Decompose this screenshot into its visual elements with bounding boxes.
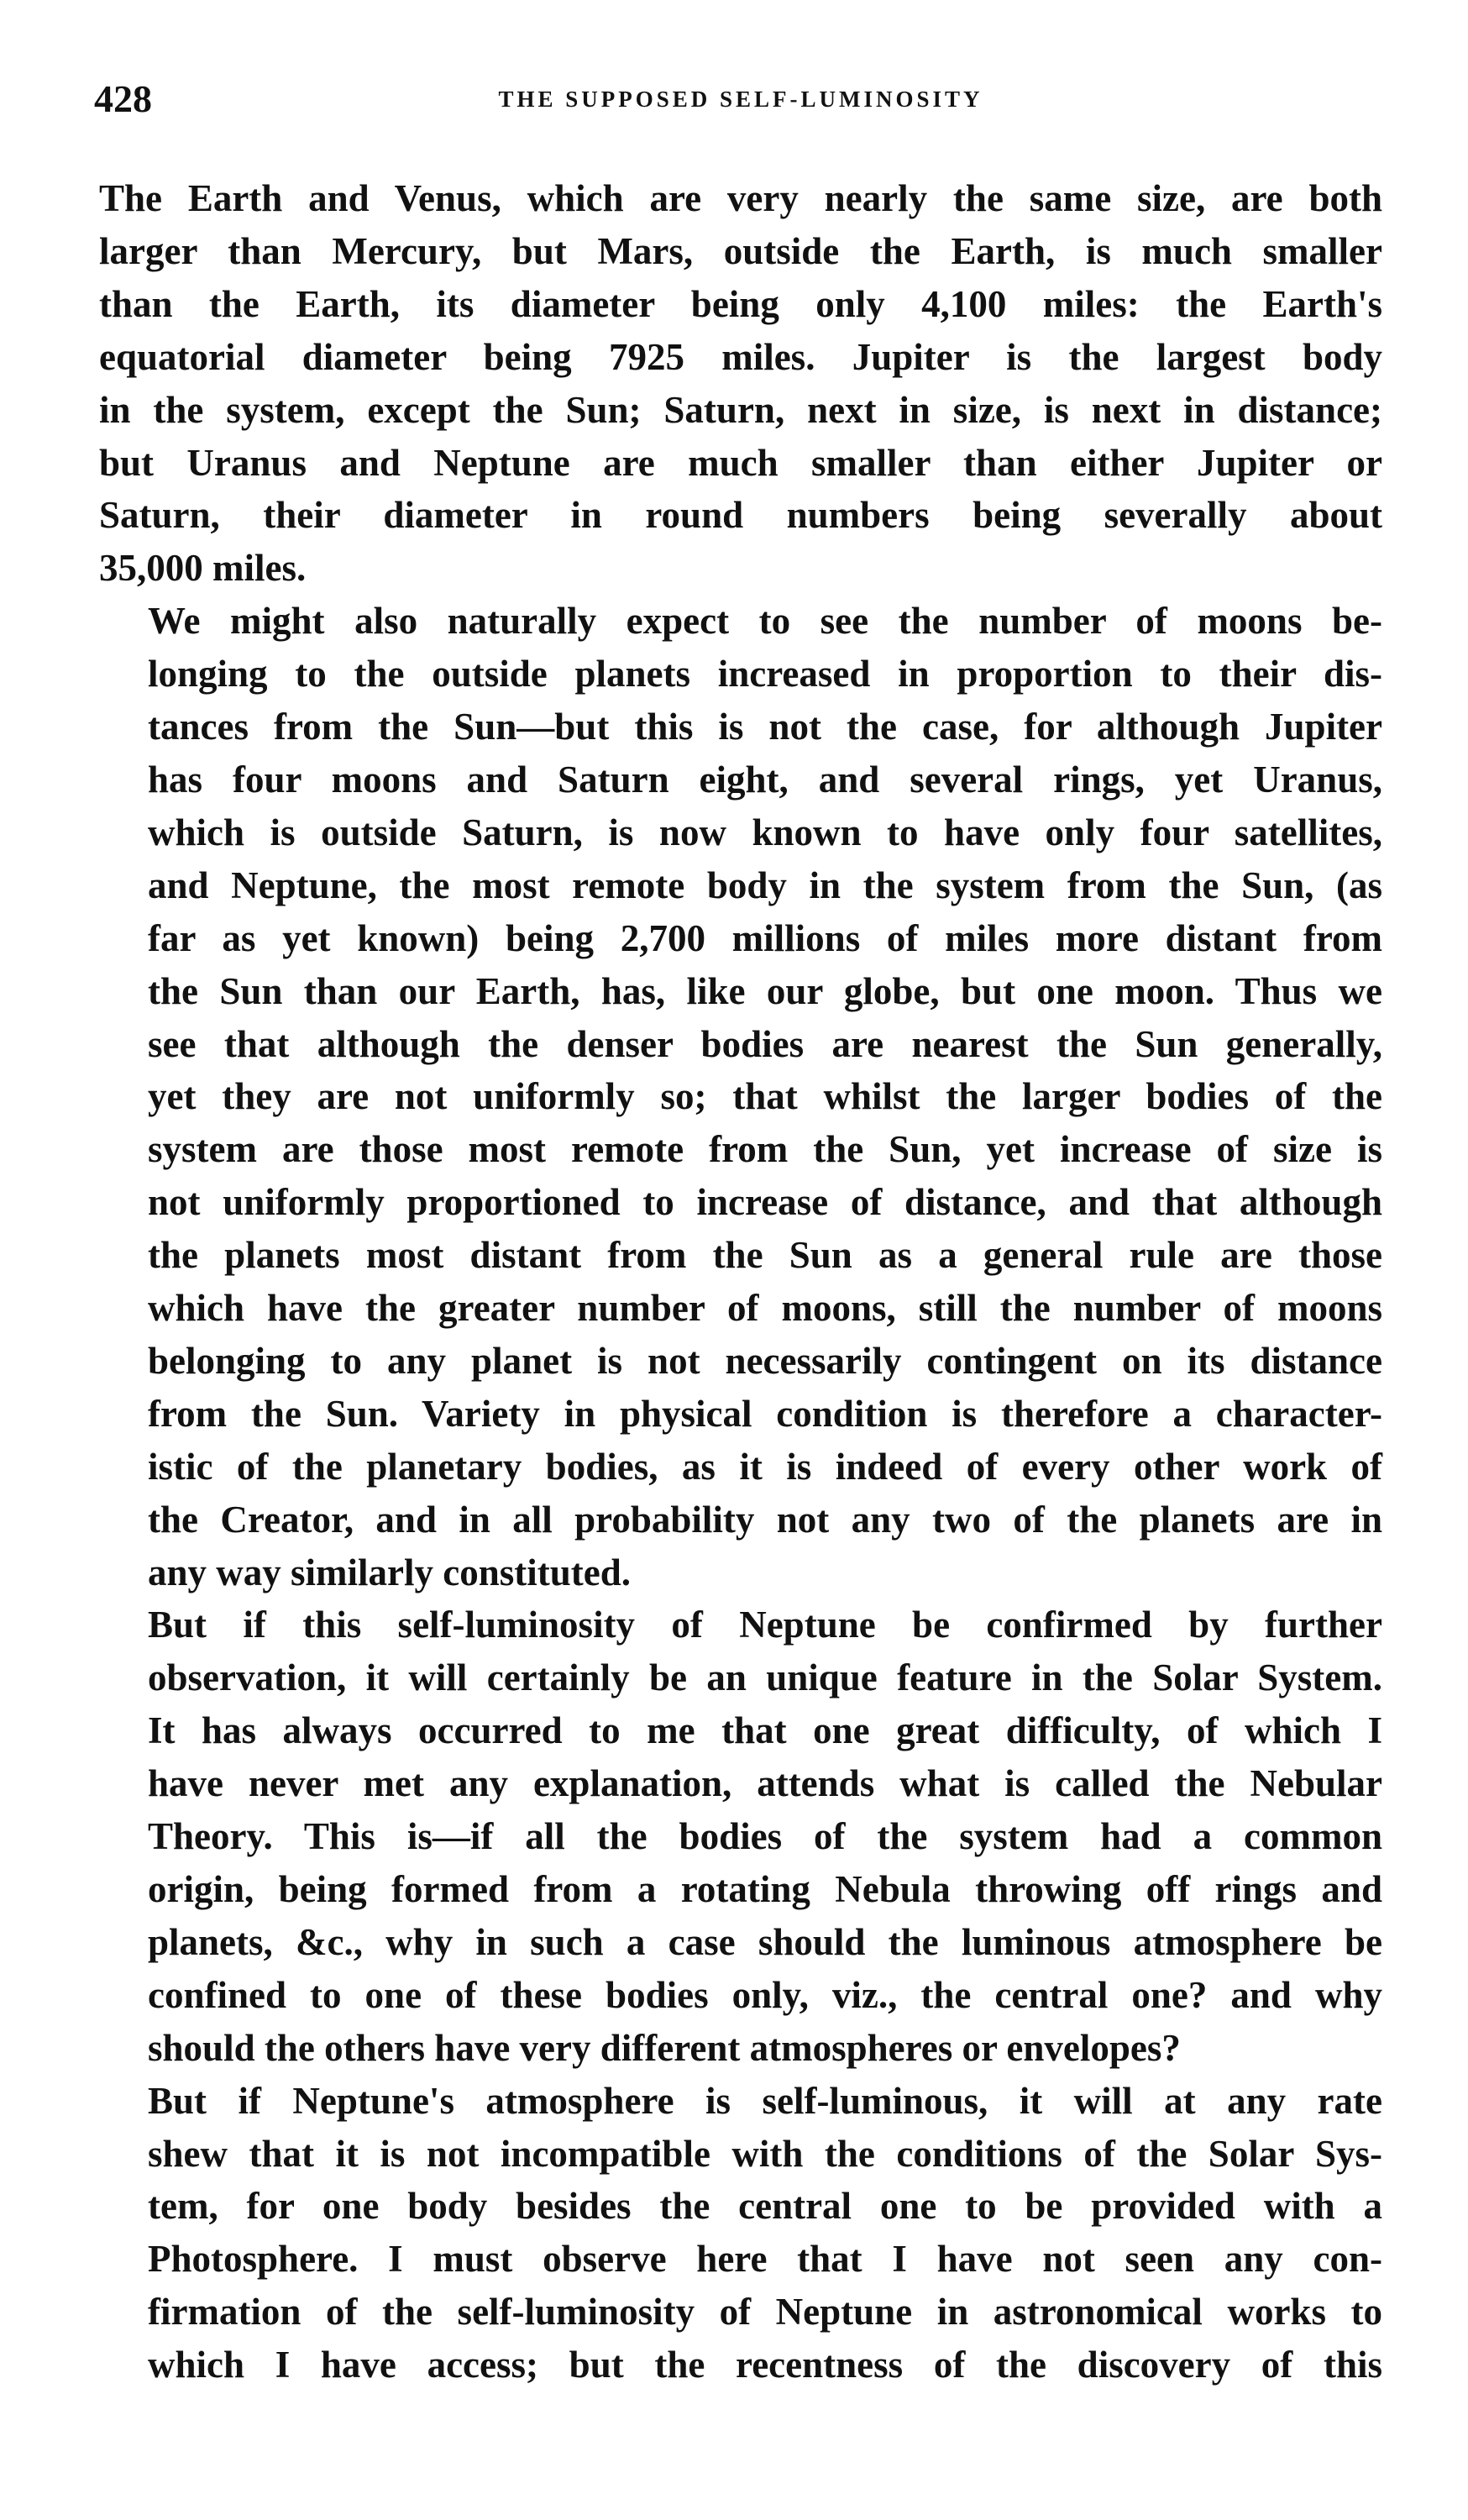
text-line: far as yet known) being 2,700 millions of miles more distant from	[148, 916, 1382, 959]
text-line: not uniformly proportioned to increase of distance, and that although	[148, 1181, 1382, 1224]
text-line: istic of the planetary bodies, as it is indeed of every other work of	[148, 1445, 1382, 1488]
text-line: origin, being formed from a rotating Nebula throwing off rings and	[148, 1868, 1382, 1910]
text-line: than the Earth, its diameter being only 4,100 miles: the Earth's	[99, 282, 1382, 325]
text-line: But if this self-luminosity of Neptune be confirmed by further	[148, 1604, 1382, 1646]
main-text	[99, 172, 1382, 2391]
text-line: Saturn, their diameter in round numbers being severally about	[99, 494, 1382, 537]
running-title: THE SUPPOSED SELF-LUMINOSITY	[498, 87, 983, 112]
text-line: the Creator, and in all probability not any two of the planets are in	[148, 1498, 1382, 1541]
text-line: the planets most distant from the Sun as a general rule are those	[148, 1234, 1382, 1277]
text-line: in the system, except the Sun; Saturn, next in size, is next in distance;	[99, 388, 1382, 431]
text-line: and Neptune, the most remote body in the system from the Sun, (as	[148, 864, 1382, 906]
text-line: equatorial diameter being 7925 miles. Jupiter is the largest body	[99, 335, 1382, 378]
text-line: We might also naturally expect to see the number of moons be-	[148, 600, 1382, 643]
text-line: confined to one of these bodies only, viz., the central one? and why	[148, 1973, 1382, 2016]
paragraph-3	[99, 1599, 1382, 2074]
text-line: larger than Mercury, but Mars, outside the Earth, is much smaller	[99, 229, 1382, 272]
text-line: have never met any explanation, attends what is called the Nebular	[148, 1762, 1382, 1805]
text-line: which have the greater number of moons, still the number of moons	[148, 1287, 1382, 1330]
text-line: 35,000 miles.	[99, 547, 307, 590]
text-line: which I have access; but the recentness of the discovery of this	[148, 2344, 1382, 2386]
text-line: Theory. This is—if all the bodies of the system had a common	[148, 1815, 1382, 1858]
text-line: observation, it will certainly be an unique feature in the Solar System.	[148, 1656, 1382, 1699]
text-line: yet they are not uniformly so; that whilst the larger bodies of the	[148, 1075, 1382, 1118]
text-line: But if Neptune's atmosphere is self-luminous, it will at any rate	[148, 2079, 1382, 2122]
text-line: should the others have very different atmospheres or envelopes?	[148, 2026, 1181, 2069]
text-line: firmation of the self-luminosity of Neptune in astronomical works to	[148, 2291, 1382, 2334]
text-line: the Sun than our Earth, has, like our globe, but one moon. Thus we	[148, 969, 1382, 1012]
text-line: which is outside Saturn, is now known to have only four satellites,	[148, 811, 1382, 853]
text-line: but Uranus and Neptune are much smaller than either Jupiter or	[99, 441, 1382, 484]
text-line: It has always occurred to me that one great difficulty, of which I	[148, 1709, 1382, 1752]
text-line: tem, for one body besides the central one to be provided with a	[148, 2185, 1382, 2228]
text-line: The Earth and Venus, which are very nearly the same size, are both	[99, 177, 1382, 219]
text-line: system are those most remote from the Sun, yet increase of size is	[148, 1128, 1382, 1171]
text-line: tances from the Sun—but this is not the case, for although Jupiter	[148, 706, 1382, 748]
page-header	[94, 74, 1387, 124]
text-line: shew that it is not incompatible with the conditions of the Solar Sys-	[148, 2132, 1382, 2175]
text-line: from the Sun. Variety in physical condition is therefore a character-	[148, 1392, 1382, 1435]
text-line: Photosphere. I must observe here that I have not seen any con-	[148, 2238, 1382, 2281]
text-line: planets, &c., why in such a case should the luminous atmosphere be	[148, 1920, 1382, 1963]
paragraph-1	[99, 172, 1382, 595]
text-line: any way similarly constituted.	[148, 1551, 632, 1593]
text-line: belonging to any planet is not necessarily contingent on its distance	[148, 1339, 1382, 1382]
paragraph-4	[99, 2075, 1382, 2391]
text-line: has four moons and Saturn eight, and several rings, yet Uranus,	[148, 758, 1382, 801]
text-line: longing to the outside planets increased in proportion to their dis-	[148, 653, 1382, 696]
text-line: see that although the denser bodies are nearest the Sun generally,	[148, 1022, 1382, 1065]
paragraph-2	[99, 595, 1382, 1599]
page-number: 428	[94, 77, 152, 120]
